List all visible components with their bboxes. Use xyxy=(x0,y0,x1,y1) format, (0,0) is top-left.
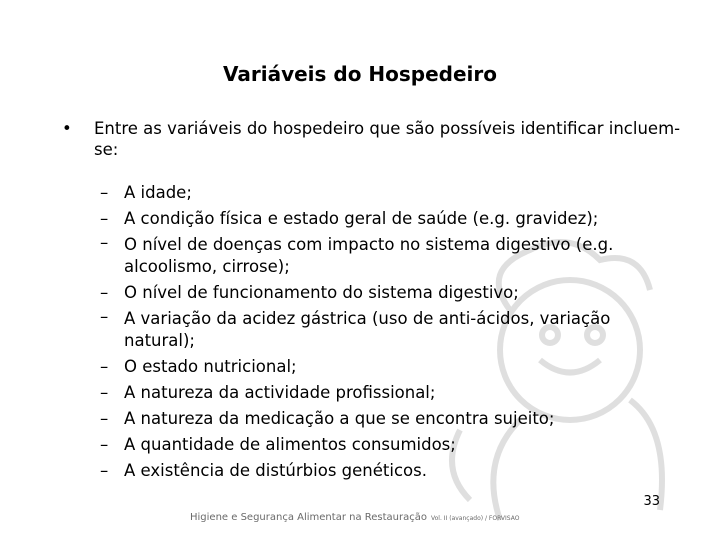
intro-bullet-item xyxy=(62,118,682,160)
dash-icon: – xyxy=(100,461,109,480)
list-item-text: A variação da acidez gástrica (uso de anti-ácidos, variação natural); xyxy=(124,309,611,350)
list-item-text: O nível de doenças com impacto no sistema digestivo (e.g. alcoolismo, cirrose); xyxy=(124,235,614,276)
list-item xyxy=(100,280,680,306)
slide-title: Variáveis do Hospedeiro xyxy=(222,62,498,86)
dash-icon: – xyxy=(100,409,109,428)
footer-subtitle: Vol. II (avançado) / FORVISAO xyxy=(431,515,520,522)
list-item xyxy=(100,180,680,206)
list-item-text: A quantidade de alimentos consumidos; xyxy=(124,435,456,454)
list-item-text: A idade; xyxy=(124,183,192,202)
list-item-text: A natureza da actividade profissional; xyxy=(124,383,436,402)
footer xyxy=(190,512,519,523)
list-item xyxy=(100,232,680,280)
list-item xyxy=(100,432,680,458)
list-item xyxy=(100,406,680,432)
dash-icon: – xyxy=(100,383,109,402)
footer-title: Higiene e Segurança Alimentar na Restauração xyxy=(190,512,427,523)
dash-icon: – xyxy=(100,183,109,202)
page-number: 33 xyxy=(643,494,660,509)
dash-icon: – xyxy=(100,283,109,302)
intro-text: Entre as variáveis do hospedeiro que são possíveis identificar incluem-se: xyxy=(94,119,681,159)
dash-icon: – xyxy=(100,307,109,326)
list-item-text: O nível de funcionamento do sistema digestivo; xyxy=(124,283,519,302)
list-item xyxy=(100,306,680,354)
list-item xyxy=(100,380,680,406)
dash-icon: – xyxy=(100,233,109,252)
dash-icon: – xyxy=(100,357,109,376)
list-item-text: A condição física e estado geral de saúde (e.g. gravidez); xyxy=(124,209,599,228)
dash-icon: – xyxy=(100,435,109,454)
list-item-text: O estado nutricional; xyxy=(124,357,297,376)
list-item xyxy=(100,458,680,484)
variables-list xyxy=(100,180,680,484)
list-item-text: A existência de distúrbios genéticos. xyxy=(124,461,427,480)
dash-icon: – xyxy=(100,209,109,228)
list-item-text: A natureza da medicação a que se encontra sujeito; xyxy=(124,409,555,428)
list-item xyxy=(100,206,680,232)
bullet-icon: • xyxy=(62,119,72,138)
list-item xyxy=(100,354,680,380)
